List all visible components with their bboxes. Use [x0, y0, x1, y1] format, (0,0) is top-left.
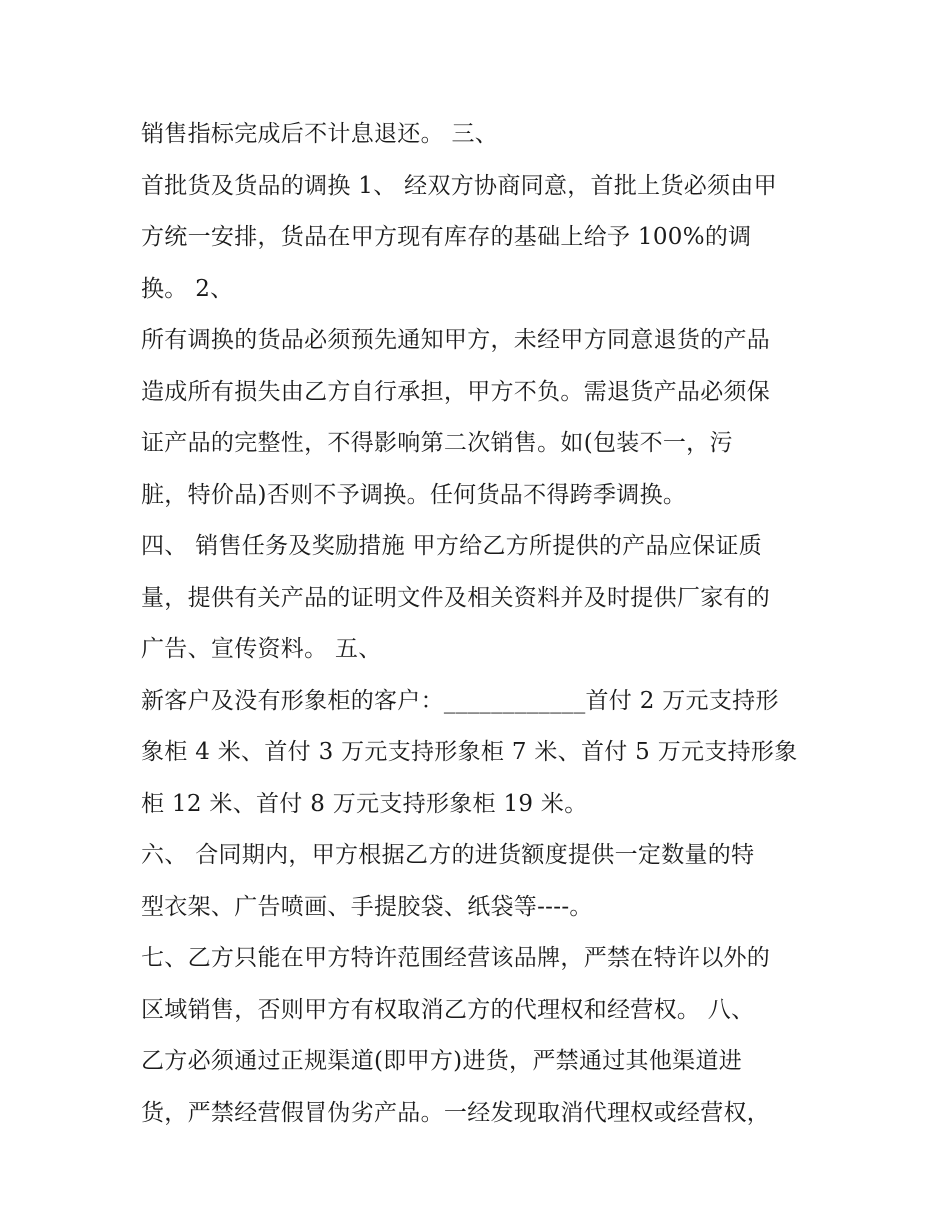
text-line: 广告、宣传资料。 五、	[141, 636, 382, 662]
text-line: 造成所有损失由乙方自行承担，甲方不负。需退货产品必须保	[141, 378, 771, 405]
text-line: 首批货及货品的调换 1、 经双方协商同意，首批上货必须由甲	[141, 172, 777, 199]
text-line: 象柜 4 米、首付 3 万元支持形象柜 7 米、首付 5 万元支持形象	[141, 739, 798, 765]
text-line: 六、 合同期内，甲方根据乙方的进货额度提供一定数量的特	[141, 842, 755, 868]
text-line: 脏，特价品)否则不予调换。任何货品不得跨季调换。	[141, 481, 687, 508]
text-line: 方统一安排，货品在甲方现有库存的基础上给予 100%的调	[141, 224, 752, 250]
text-line: 型衣架、广告喷画、手提胶袋、纸袋等----。	[141, 893, 593, 920]
text-line: 量，提供有关产品的证明文件及相关资料并及时提供厂家有的	[141, 584, 771, 611]
text-line: 七、乙方只能在甲方特许范围经营该品牌，严禁在特许以外的	[141, 945, 771, 971]
text-line: 销售指标完成后不计息退还。 三、	[141, 121, 499, 147]
text-line: 四、 销售任务及奖励措施 甲方给乙方所提供的产品应保证质	[141, 533, 763, 559]
text-line: 柜 12 米、首付 8 万元支持形象柜 19 米。	[141, 790, 588, 817]
text-line: 区域销售，否则甲方有权取消乙方的代理权和经营权。 八、	[141, 996, 755, 1023]
text-line: 新客户及没有形象柜的客户：____________首付 2 万元支持形	[141, 687, 779, 714]
text-line: 所有调换的货品必须预先通知甲方，未经甲方同意退货的产品	[141, 327, 771, 353]
text-line: 换。 2、	[141, 275, 234, 302]
text-line: 货，严禁经营假冒伪劣产品。一经发现取消代理权或经营权，	[141, 1099, 771, 1126]
text-line: 证产品的完整性，不得影响第二次销售。如(包装不一，污	[141, 430, 733, 456]
contract-body	[141, 109, 821, 1139]
text-line: 乙方必须通过正规渠道(即甲方)进货，严禁通过其他渠道进	[141, 1048, 743, 1074]
